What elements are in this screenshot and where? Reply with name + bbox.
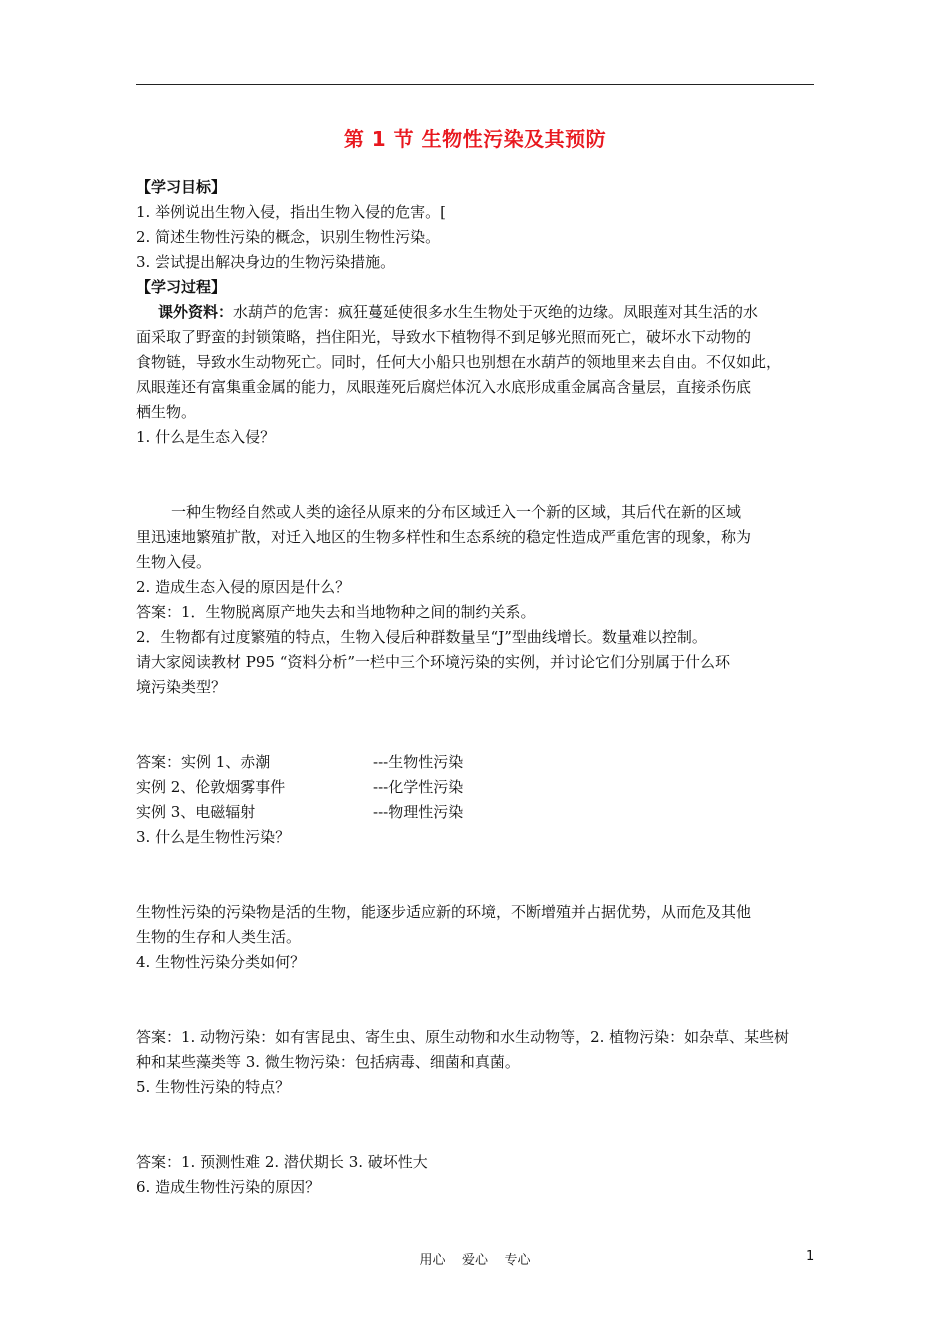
example-row bbox=[136, 802, 814, 822]
process-heading: 【学习过程】 bbox=[136, 278, 227, 296]
question-2: 2. 造成生态入侵的原因是什么？ bbox=[136, 578, 351, 596]
answer-2-line: 2．生物都有过度繁殖的特点，生物入侵后种群数量呈“J”型曲线增长。数量难以控制。 bbox=[136, 628, 707, 646]
extra-line: 凤眼莲还有富集重金属的能力，凤眼莲死后腐烂体沉入水底形成重金属高含量层，直接杀伤底 bbox=[136, 378, 752, 396]
goal-item: 3. 尝试提出解决身边的生物污染措施。 bbox=[136, 253, 396, 271]
answer-3-line: 生物性污染的污染物是活的生物，能逐步适应新的环境，不断增殖并占据优势，从而危及其他 bbox=[136, 903, 752, 921]
example-name: 答案：实例 1、赤潮 bbox=[136, 753, 271, 771]
answer-3-line: 生物的生存和人类生活。 bbox=[136, 928, 302, 946]
answer-5: 答案：1. 预测性难 2. 潜伏期长 3. 破坏性大 bbox=[136, 1153, 428, 1171]
answer-1-line: 生物入侵。 bbox=[136, 553, 212, 571]
answer-2-line: 境污染类型？ bbox=[136, 678, 227, 696]
header-rule bbox=[136, 84, 814, 85]
answer-1-line: 里迅速地繁殖扩散，对迁入地区的生物多样性和生态系统的稳定性造成严重危害的现象，称为 bbox=[136, 528, 752, 546]
answer-1-line: 一种生物经自然或人类的途径从原来的分布区域迁入一个新的区域，其后代在新的区域 bbox=[171, 503, 742, 521]
extra-line: 面采取了野蛮的封锁策略，挡住阳光，导致水下植物得不到足够光照而死亡，破坏水下动物的 bbox=[136, 328, 752, 346]
answer-2-line: 请大家阅读教材 P95 “资料分析”一栏中三个环境污染的实例，并讨论它们分别属于什么环 bbox=[136, 653, 731, 671]
example-row bbox=[136, 777, 814, 797]
question-5: 5. 生物性污染的特点？ bbox=[136, 1078, 291, 1096]
goals-heading: 【学习目标】 bbox=[136, 178, 227, 196]
example-type: ---化学性污染 bbox=[373, 778, 464, 796]
goal-item: 2. 简述生物性污染的概念，识别生物性污染。 bbox=[136, 228, 441, 246]
question-1: 1. 什么是生态入侵？ bbox=[136, 428, 276, 446]
extra-line: 食物链，导致水生动物死亡。同时，任何大小船只也别想在水葫芦的领地里来去自由。不仅如此， bbox=[136, 353, 782, 371]
answer-2-line: 答案：1．生物脱离原产地失去和当地物种之间的制约关系。 bbox=[136, 603, 536, 621]
question-6: 6. 造成生物性污染的原因？ bbox=[136, 1178, 321, 1196]
extra-line: 栖生物。 bbox=[136, 403, 197, 421]
extra-paragraph-first-line bbox=[158, 302, 758, 322]
example-name: 实例 2、伦敦烟雾事件 bbox=[136, 778, 286, 796]
footer-motto: 用心 爱心 专心 bbox=[419, 1253, 531, 1268]
page-title: 第 1 节 生物性污染及其预防 bbox=[343, 127, 607, 151]
example-row bbox=[136, 752, 814, 772]
extra-label: 课外资料： bbox=[158, 303, 234, 321]
answer-4-line: 种和某些藻类等 3. 微生物污染：包括病毒、细菌和真菌。 bbox=[136, 1053, 520, 1071]
page-number: 1 bbox=[806, 1249, 815, 1264]
example-name: 实例 3、电磁辐射 bbox=[136, 803, 256, 821]
question-3: 3. 什么是生物性污染？ bbox=[136, 828, 291, 846]
extra-text: 水葫芦的危害：疯狂蔓延使很多水生生物处于灭绝的边缘。凤眼莲对其生活的水 bbox=[233, 303, 759, 321]
goal-item: 1. 举例说出生物入侵，指出生物入侵的危害。[ bbox=[136, 203, 446, 221]
answer-4-line: 答案：1. 动物污染：如有害昆虫、寄生虫、原生动物和水生动物等，2. 植物污染：如杂草、某些树 bbox=[136, 1028, 790, 1046]
example-type: ---物理性污染 bbox=[373, 803, 464, 821]
example-type: ---生物性污染 bbox=[373, 753, 464, 771]
question-4: 4. 生物性污染分类如何？ bbox=[136, 953, 306, 971]
